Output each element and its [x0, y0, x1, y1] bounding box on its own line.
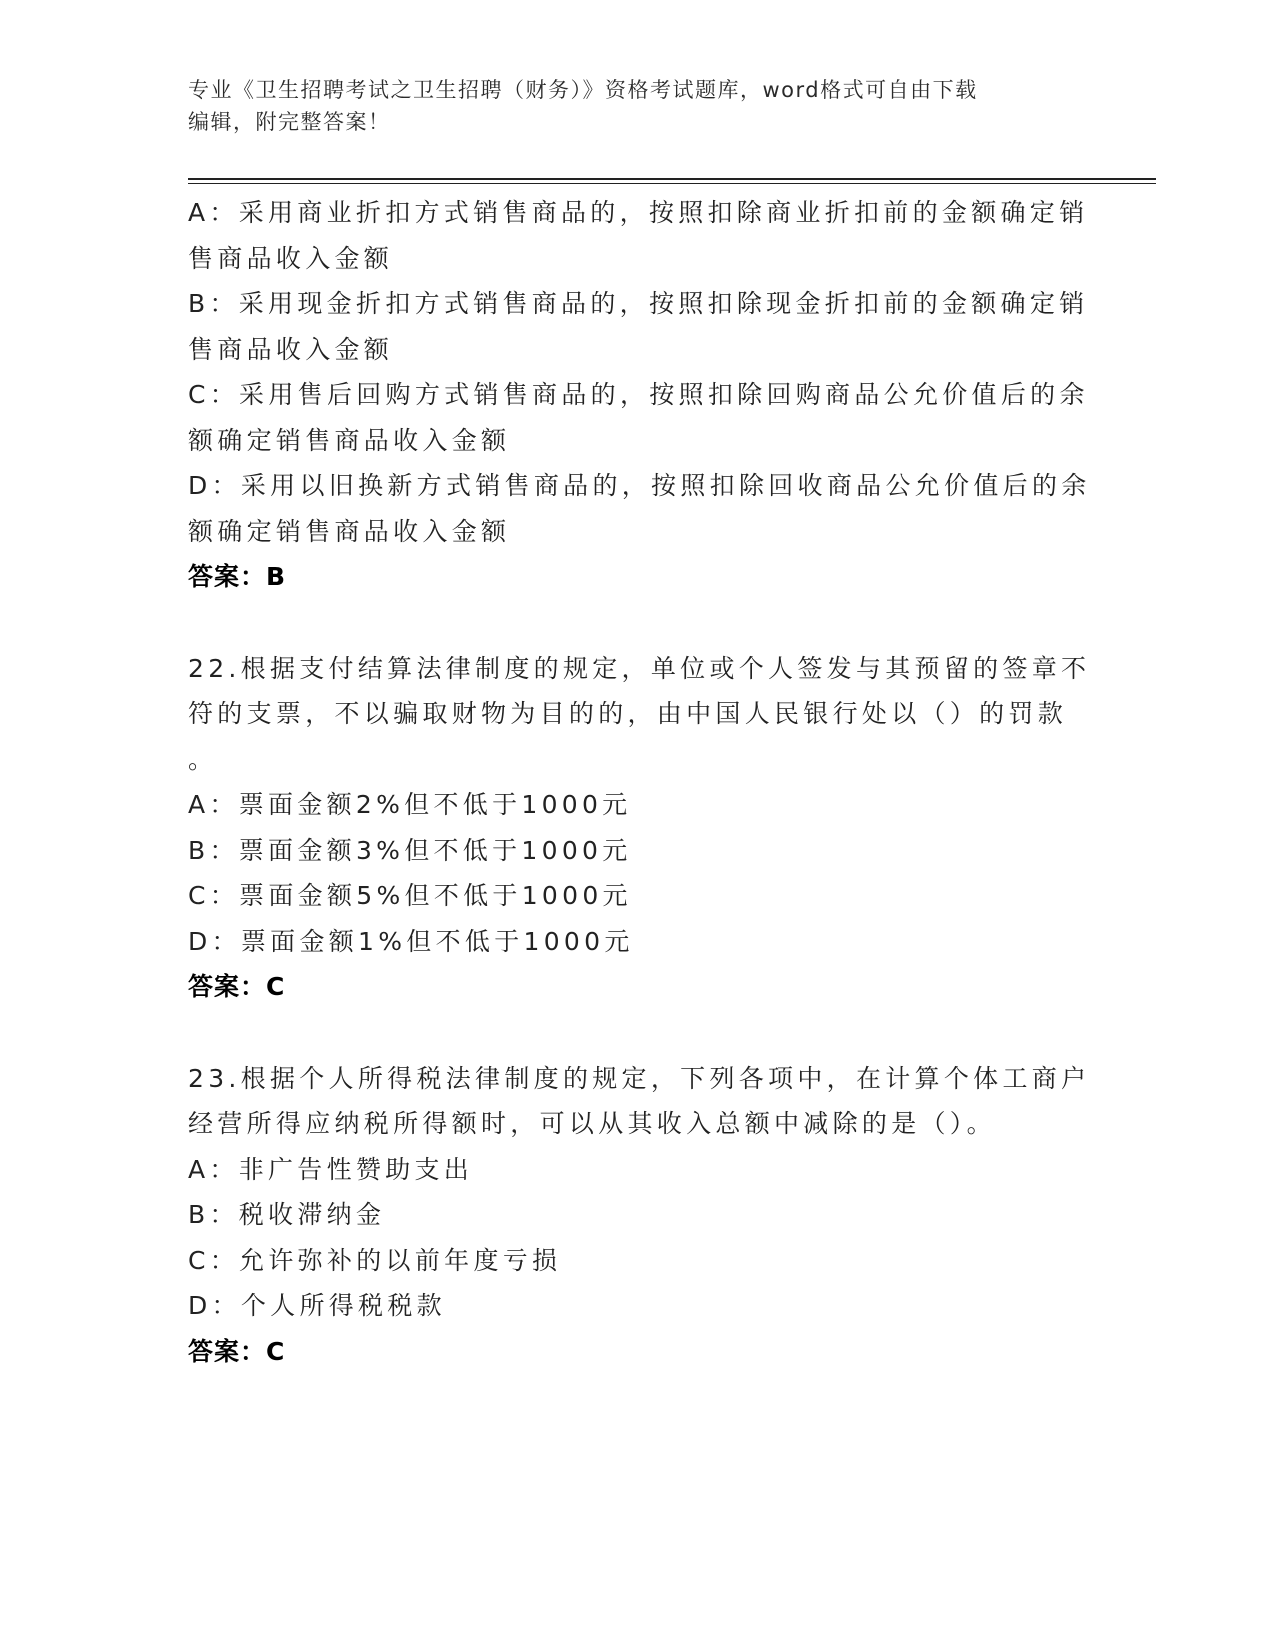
question-21-option-a	[188, 190, 1089, 281]
spacer	[188, 600, 1078, 646]
document-header	[188, 74, 1068, 138]
question-22-stem-line-3: 。	[188, 744, 218, 774]
question-22	[188, 646, 1091, 1010]
header-line-2: 编辑，附完整答案！	[188, 110, 391, 134]
question-23-option-d: D：个人所得税税款	[188, 1291, 446, 1320]
header-divider-thick	[188, 178, 1156, 180]
question-22-option-d: D：票面金额1%但不低于1000元	[188, 926, 634, 956]
option-line: A：采用商业折扣方式销售商品的，按照扣除商业折扣前的金额确定销	[188, 198, 1089, 227]
option-line: C：采用售后回购方式销售商品的，按照扣除回购商品公允价值后的余	[188, 380, 1089, 409]
header-line-1: 专业《卫生招聘考试之卫生招聘（财务）》资格考试题库，word格式可自由下载	[188, 78, 978, 102]
question-23-stem-line-2: 经营所得应纳税所得额时，可以从其收入总额中减除的是（）。	[188, 1109, 996, 1138]
question-23-option-a: A：非广告性赞助支出	[188, 1154, 474, 1184]
question-21-answer: 答案：B	[188, 562, 287, 591]
option-line: 额确定销售商品收入金额	[188, 425, 511, 455]
question-23-answer: 答案：C	[188, 1336, 286, 1366]
question-23	[188, 1056, 1091, 1375]
spacer	[188, 1010, 1078, 1056]
question-21-option-b	[188, 281, 1089, 372]
question-21	[188, 190, 1091, 600]
option-line: B：采用现金折扣方式销售商品的，按照扣除现金折扣前的金额确定销	[188, 289, 1089, 318]
option-line: 售商品收入金额	[188, 334, 394, 364]
option-line: 额确定销售商品收入金额	[188, 516, 511, 546]
question-23-stem-line-1: 23.根据个人所得税法律制度的规定，下列各项中，在计算个体工商户	[188, 1063, 1091, 1093]
header-divider-thin	[188, 183, 1156, 184]
option-line: 售商品收入金额	[188, 243, 394, 273]
question-22-option-c: C：票面金额5%但不低于1000元	[188, 881, 632, 910]
question-22-stem-line-2: 符的支票，不以骗取财物为目的的，由中国人民银行处以（）的罚款	[188, 699, 1068, 728]
document-body	[188, 190, 1091, 1374]
question-21-option-d	[188, 463, 1091, 554]
option-line: D：采用以旧换新方式销售商品的，按照扣除回收商品公允价值后的余	[188, 471, 1091, 500]
question-23-option-b: B：税收滞纳金	[188, 1200, 386, 1229]
question-22-option-a: A：票面金额2%但不低于1000元	[188, 790, 632, 819]
question-23-option-c: C：允许弥补的以前年度亏损	[188, 1245, 562, 1275]
question-21-option-c	[188, 372, 1089, 463]
question-22-option-b: B：票面金额3%但不低于1000元	[188, 835, 632, 865]
question-22-stem-line-1: 22.根据支付结算法律制度的规定，单位或个人签发与其预留的签章不	[188, 653, 1091, 683]
question-22-answer: 答案：C	[188, 972, 286, 1001]
